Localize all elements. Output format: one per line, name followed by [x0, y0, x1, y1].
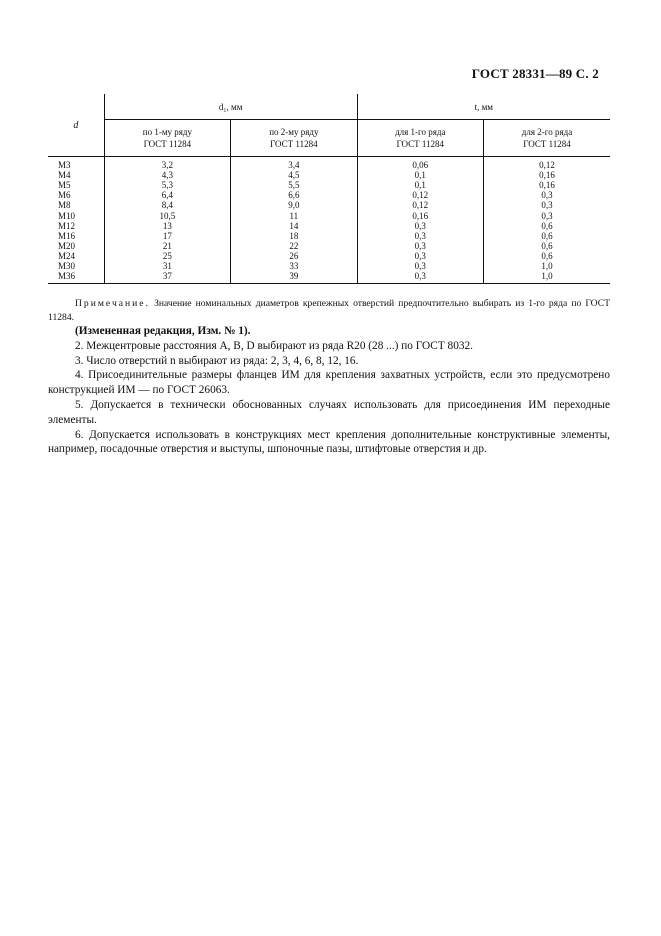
thread-size-cell: М8 — [48, 200, 104, 210]
thread-size-cell: М24 — [48, 251, 104, 261]
value-cell: 0,3 — [357, 261, 483, 271]
thread-size-cell: М3 — [48, 157, 104, 171]
thread-size-cell: М6 — [48, 190, 104, 200]
note-label: Примечание. — [75, 298, 150, 309]
paragraph-6: 6. Допускается использовать в конструкциях мест крепления дополнительные конструктивные элементы, например, посадочные отверстия и выступы, шпоночные пазы, штифтовые отверстия и др. — [48, 428, 610, 456]
column-header-d1-row2: по 2-му ряду ГОСТ 11284 — [231, 120, 357, 157]
column-header-d: d — [48, 94, 104, 157]
value-cell: 8,4 — [104, 200, 230, 210]
value-cell: 3,4 — [231, 157, 357, 171]
value-cell: 18 — [231, 231, 357, 241]
table-row — [48, 190, 610, 200]
thread-size-cell: М5 — [48, 180, 104, 190]
value-cell: 3,2 — [104, 157, 230, 171]
paragraph-3: 3. Число отверстий n выбирают из ряда: 2, 3, 4, 6, 8, 12, 16. — [75, 354, 359, 367]
value-cell: 4,3 — [104, 170, 230, 180]
value-cell: 0,3 — [357, 241, 483, 251]
value-cell: 0,6 — [541, 240, 553, 251]
value-cell: 4,5 — [231, 170, 357, 180]
value-cell: 10,5 — [104, 210, 230, 220]
value-cell: 0,3 — [541, 210, 553, 221]
body-text — [48, 324, 610, 457]
value-cell: 0,3 — [357, 251, 483, 261]
dimensions-table — [48, 94, 610, 284]
value-cell: 0,3 — [541, 200, 553, 211]
value-cell: 0,12 — [539, 160, 555, 171]
table-row — [48, 271, 610, 284]
table-row — [48, 157, 610, 171]
value-cell: 5,5 — [231, 180, 357, 190]
value-cell: 0,3 — [357, 271, 483, 284]
value-cell: 0,1 — [357, 180, 483, 190]
thread-size-cell: М4 — [48, 170, 104, 180]
value-cell: 1,0 — [484, 271, 611, 284]
value-cell: 0,12 — [357, 200, 483, 210]
value-cell: 11 — [231, 210, 357, 220]
value-cell: 0,16 — [539, 180, 555, 191]
value-cell: 9,0 — [231, 200, 357, 210]
column-header-t-row2: для 2-го ряда ГОСТ 11284 — [484, 120, 611, 157]
value-cell: 0,16 — [357, 210, 483, 220]
value-cell: 6,4 — [104, 190, 230, 200]
value-cell: 0,12 — [357, 190, 483, 200]
value-cell: 6,6 — [231, 190, 357, 200]
value-cell: 0,16 — [539, 170, 555, 181]
value-cell: 26 — [231, 251, 357, 261]
table-note — [48, 297, 610, 325]
thread-size-cell: М36 — [48, 271, 104, 284]
column-group-t: t, мм — [357, 94, 610, 120]
value-cell: 0,6 — [541, 250, 553, 261]
value-cell: 13 — [104, 221, 230, 231]
thread-size-cell: М12 — [48, 221, 104, 231]
value-cell: 33 — [231, 261, 357, 271]
value-cell: 25 — [104, 251, 230, 261]
table-row — [48, 251, 610, 261]
amendment-note: (Измененная редакция, Изм. № 1). — [75, 325, 251, 337]
paragraph-2: 2. Межцентровые расстояния A, B, D выбирают из ряда R20 (28 ...) по ГОСТ 8032. — [75, 339, 473, 352]
value-cell: 0,1 — [357, 170, 483, 180]
column-group-d1: d₁, мм — [104, 94, 357, 120]
value-cell: 14 — [231, 221, 357, 231]
table-row — [48, 221, 610, 231]
value-cell: 0,3 — [357, 231, 483, 241]
value-cell: 21 — [104, 241, 230, 251]
paragraph-4: 4. Присоединительные размеры фланцев ИМ для крепления захватных устройств, если это предусмотрено конструкцией ИМ — по ГОСТ 26063. — [48, 369, 610, 397]
table-row — [48, 180, 610, 190]
thread-size-cell: М10 — [48, 210, 104, 220]
value-cell: 5,3 — [104, 180, 230, 190]
value-cell: 17 — [104, 231, 230, 241]
column-header-t-row1: для 1-го ряда ГОСТ 11284 — [357, 120, 483, 157]
table-row — [48, 200, 610, 210]
value-cell: 22 — [231, 241, 357, 251]
thread-size-cell: М16 — [48, 231, 104, 241]
value-cell: 31 — [104, 261, 230, 271]
value-cell: 0,3 — [357, 221, 483, 231]
thread-size-cell: М20 — [48, 241, 104, 251]
table-row — [48, 261, 610, 271]
value-cell: 0,6 — [541, 220, 553, 231]
table-row — [48, 241, 610, 251]
value-cell: 0,6 — [541, 230, 553, 241]
thread-size-cell: М30 — [48, 261, 104, 271]
value-cell: 39 — [231, 271, 357, 284]
page-header: ГОСТ 28331—89 С. 2 — [471, 66, 599, 81]
table-row — [48, 231, 610, 241]
paragraph-5: 5. Допускается в технически обоснованных случаях использовать для присоединения ИМ переходные элементы. — [48, 398, 610, 426]
value-cell: 1,0 — [541, 260, 553, 271]
value-cell: 0,06 — [357, 157, 483, 171]
table-row — [48, 170, 610, 180]
table-row — [48, 210, 610, 220]
value-cell: 0,3 — [541, 190, 553, 201]
column-header-d1-row1: по 1-му ряду ГОСТ 11284 — [104, 120, 230, 157]
note-text: Значение номинальных диаметров крепежных отверстий предпочтительно выбирать из 1-го ряда по ГОСТ 11284. — [48, 298, 610, 323]
value-cell: 37 — [104, 271, 230, 284]
